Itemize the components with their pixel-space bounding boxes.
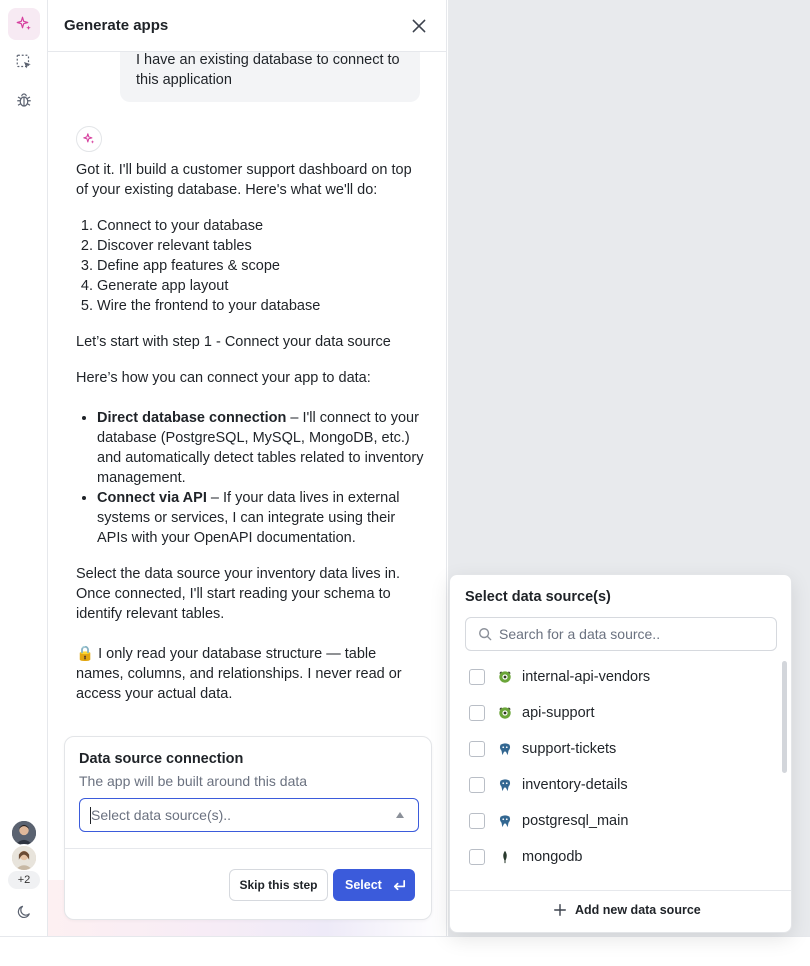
- card-subtitle: The app will be built around this data: [79, 773, 308, 789]
- scrollbar[interactable]: [782, 661, 787, 773]
- search-placeholder: Search for a data source..: [499, 626, 661, 642]
- option-title: Connect via API: [97, 490, 207, 506]
- item-label: postgresql_main: [522, 813, 629, 829]
- data-source-card: [64, 736, 432, 920]
- step-item: 5. Wire the frontend to your database: [97, 296, 426, 316]
- connection-options: [76, 408, 426, 548]
- lock-icon: 🔒: [76, 646, 95, 662]
- option-separator: –: [286, 410, 303, 426]
- divider: [450, 890, 791, 891]
- postgresql-icon: [498, 742, 512, 756]
- select-cursor-icon: [15, 53, 33, 71]
- list-item[interactable]: [469, 839, 769, 875]
- postgresql-icon: [498, 778, 512, 792]
- generate-apps-button[interactable]: [8, 8, 40, 40]
- bottom-bar: [0, 936, 810, 966]
- option-text: If your data lives in external systems or services, I can integrate using their APIs with your OpenAPI documentation.: [97, 490, 400, 546]
- ai-intro: Got it. I'll build a customer support dashboard on top of your existing database. Here's what we'll do:: [76, 162, 412, 198]
- add-data-source-label: Add new data source: [575, 903, 701, 917]
- openapi-icon: [498, 670, 512, 684]
- panel-header: [48, 0, 447, 52]
- list-item[interactable]: [469, 767, 769, 803]
- enter-icon: [392, 878, 407, 893]
- openapi-icon: [498, 706, 512, 720]
- mongodb-icon: [498, 850, 512, 864]
- data-source-list: [450, 659, 791, 887]
- dropdown-title: Select data source(s): [465, 589, 611, 605]
- option-title: Direct database connection: [97, 410, 287, 426]
- list-item[interactable]: [469, 803, 769, 839]
- item-label: internal-api-vendors: [522, 669, 651, 685]
- chevron-up-icon: [396, 812, 404, 818]
- list-item[interactable]: [469, 659, 769, 695]
- debug-button[interactable]: [8, 84, 40, 116]
- sparkle-icon: [15, 15, 33, 33]
- left-rail: [0, 0, 48, 936]
- start-step-text: Let’s start with step 1 - Connect your data source: [76, 334, 391, 350]
- panel-title: Generate apps: [64, 17, 169, 34]
- checkbox[interactable]: [469, 849, 485, 865]
- theme-toggle-button[interactable]: [8, 896, 40, 928]
- item-label: inventory-details: [522, 777, 628, 793]
- card-title: Data source connection: [79, 751, 244, 767]
- option-api: [97, 488, 426, 548]
- steps-list: [76, 216, 426, 316]
- checkbox[interactable]: [469, 777, 485, 793]
- plus-icon: [553, 903, 567, 917]
- item-label: api-support: [522, 705, 595, 721]
- checkbox[interactable]: [469, 813, 485, 829]
- how-connect-text: Here’s how you can connect your app to data:: [76, 370, 371, 386]
- step-item: 2. Discover relevant tables: [97, 236, 426, 256]
- skip-step-button[interactable]: Skip this step: [229, 869, 328, 901]
- select-element-button[interactable]: [8, 46, 40, 78]
- step-item: 1. Connect to your database: [97, 216, 426, 236]
- postgresql-icon: [498, 814, 512, 828]
- more-collaborators-badge[interactable]: +2: [8, 871, 40, 889]
- checkbox[interactable]: [469, 741, 485, 757]
- avatar[interactable]: [10, 819, 38, 847]
- search-icon: [478, 627, 492, 641]
- checkbox[interactable]: [469, 669, 485, 685]
- select-placeholder: Select data source(s)..: [91, 807, 232, 823]
- avatar[interactable]: [10, 844, 38, 872]
- select-button[interactable]: [333, 869, 415, 901]
- close-icon: [411, 18, 427, 34]
- data-source-select[interactable]: [79, 798, 419, 832]
- option-separator: –: [206, 490, 223, 506]
- option-text: I'll connect to your database (PostgreSQL, MySQL, MongoDB, etc.) and automatically detect tables related to inventory management.: [97, 410, 424, 486]
- step-item: 4. Generate app layout: [97, 276, 426, 296]
- option-direct-db: [97, 408, 426, 488]
- search-input[interactable]: [465, 617, 777, 651]
- privacy-note: [76, 644, 426, 704]
- generate-apps-panel: [48, 0, 447, 936]
- bug-icon: [15, 91, 33, 109]
- data-source-dropdown: [449, 574, 792, 933]
- step-item: 3. Define app features & scope: [97, 256, 426, 276]
- item-label: support-tickets: [522, 741, 617, 757]
- ai-avatar: [76, 126, 102, 152]
- user-message: I have an existing database to connect to this application: [120, 40, 420, 102]
- select-prompt-text: Select the data source your inventory data lives in. Once connected, I'll start reading your schema to identify relevant tables.: [76, 566, 401, 622]
- checkbox[interactable]: [469, 705, 485, 721]
- list-item[interactable]: [469, 731, 769, 767]
- divider: [65, 848, 431, 849]
- add-data-source-button[interactable]: [553, 903, 701, 917]
- list-item[interactable]: [469, 695, 769, 731]
- item-label: mongodb: [522, 849, 583, 865]
- moon-icon: [15, 903, 33, 921]
- sparkle-icon: [82, 132, 96, 146]
- select-button-label: Select: [345, 878, 382, 892]
- privacy-note-text: I only read your database structure — table names, columns, and relationships. I never read or access your actual data.: [76, 646, 402, 702]
- close-button[interactable]: [409, 16, 429, 36]
